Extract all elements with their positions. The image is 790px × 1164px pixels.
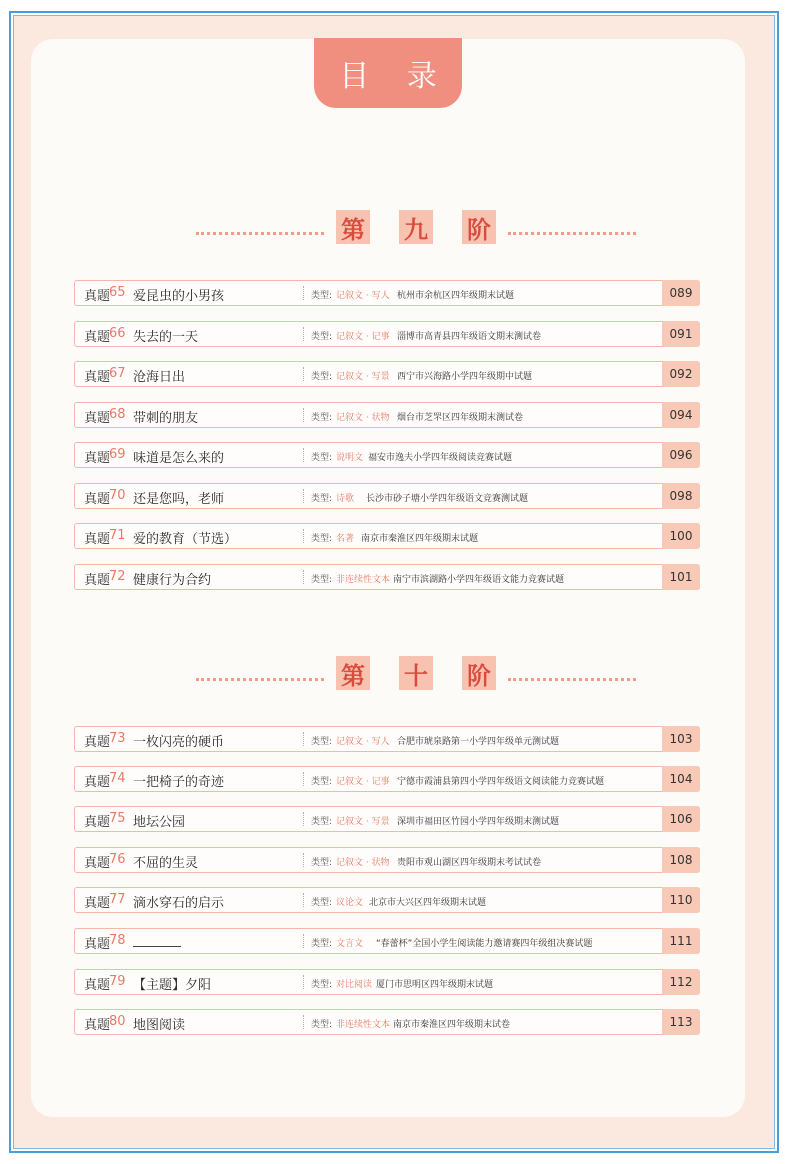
toc-entry[interactable]	[74, 483, 700, 509]
entry-separator	[303, 1015, 304, 1029]
entry-number: 79	[109, 974, 126, 989]
entry-title: 【主题】夕阳	[133, 978, 212, 993]
entry-number: 70	[109, 488, 126, 503]
toc-entry[interactable]	[74, 928, 700, 954]
entry-separator	[303, 489, 304, 503]
entry-page-number: 112	[662, 969, 700, 995]
dotted-divider	[196, 678, 324, 681]
entry-page-number: 091	[662, 321, 700, 347]
entry-title: 还是您吗，老师	[133, 492, 225, 507]
entry-type: 记叙文 · 记事	[336, 332, 390, 342]
entry-label: 真题	[84, 815, 111, 830]
toc-entry[interactable]	[74, 766, 700, 792]
entry-separator	[303, 408, 304, 422]
entry-title: 健康行为合约	[133, 573, 212, 588]
entry-title: 不屈的生灵	[133, 856, 199, 871]
entry-type: 诗歌	[336, 494, 355, 504]
entry-source: 福安市逸夫小学四年级阅读竞赛试题	[368, 453, 513, 463]
section-heading-char: 九	[399, 210, 433, 244]
entry-type-label: 类型:	[311, 453, 333, 463]
entry-label: 真题	[84, 492, 111, 507]
entry-source: 南京市秦淮区四年级期末试题	[361, 534, 479, 544]
section-heading-char: 阶	[462, 656, 496, 690]
section-heading-char: 阶	[462, 210, 496, 244]
toc-title-tab	[314, 38, 462, 108]
entry-separator	[303, 529, 304, 543]
entry-title: 爱昆虫的小男孩	[133, 289, 225, 304]
entry-type: 文言文	[336, 939, 364, 949]
entry-type-label: 类型:	[311, 494, 333, 504]
entry-title: 一枚闪亮的硬币	[133, 735, 225, 750]
section-heading-chars	[336, 210, 496, 250]
entry-number: 68	[109, 407, 126, 422]
entry-page-number: 110	[662, 887, 700, 913]
entry-page-number: 113	[662, 1009, 700, 1035]
entry-separator	[303, 327, 304, 341]
toc-entry[interactable]	[74, 442, 700, 468]
entry-type-label: 类型:	[311, 898, 333, 908]
entry-type: 记叙文 · 状物	[336, 858, 390, 868]
entry-number: 71	[109, 528, 126, 543]
entry-source: 南京市秦淮区四年级期末试卷	[393, 1020, 511, 1030]
section-heading	[196, 210, 636, 250]
entry-label: 真题	[84, 330, 111, 345]
entry-type-label: 类型:	[311, 939, 333, 949]
entry-label: 真题	[84, 856, 111, 871]
entry-type-label: 类型:	[311, 291, 333, 301]
entry-separator	[303, 772, 304, 786]
entry-label: 真题	[84, 289, 111, 304]
entry-label: 真题	[84, 411, 111, 426]
entry-number: 69	[109, 447, 126, 462]
entry-number: 74	[109, 771, 126, 786]
entry-number: 77	[109, 892, 126, 907]
entry-label: 真题	[84, 775, 111, 790]
toc-entry[interactable]	[74, 847, 700, 873]
entry-separator	[303, 570, 304, 584]
entry-number: 76	[109, 852, 126, 867]
entry-page-number: 104	[662, 766, 700, 792]
entry-separator	[303, 732, 304, 746]
entry-type: 记叙文 · 写景	[336, 817, 390, 827]
entry-type: 记叙文 · 写景	[336, 372, 390, 382]
entry-source: 厦门市思明区四年级期末试题	[376, 980, 494, 990]
entry-label: 真题	[84, 937, 111, 952]
entry-separator	[303, 853, 304, 867]
entry-type-label: 类型:	[311, 817, 333, 827]
entry-type: 对比阅读	[336, 980, 373, 990]
entry-type-label: 类型:	[311, 980, 333, 990]
entry-page-number: 098	[662, 483, 700, 509]
toc-entry[interactable]	[74, 402, 700, 428]
entry-separator	[303, 448, 304, 462]
toc-entry[interactable]	[74, 361, 700, 387]
toc-entry[interactable]	[74, 564, 700, 590]
section-heading-char: 第	[336, 656, 370, 690]
entry-label: 真题	[84, 451, 111, 466]
section-heading-chars	[336, 656, 496, 696]
entry-page-number: 089	[662, 280, 700, 306]
entry-source: 深圳市福田区竹园小学四年级期末测试题	[397, 817, 560, 827]
entry-type-label: 类型:	[311, 575, 333, 585]
entry-source: 长沙市砂子塘小学四年级语文竞赛测试题	[366, 494, 529, 504]
entry-type-label: 类型:	[311, 372, 333, 382]
entry-page-number: 100	[662, 523, 700, 549]
entry-title: 一把椅子的奇迹	[133, 775, 225, 790]
entry-number: 73	[109, 731, 126, 746]
entry-label: 真题	[84, 978, 111, 993]
entry-title: 滴水穿石的启示	[133, 896, 225, 911]
dotted-divider	[196, 232, 324, 235]
entry-type-label: 类型:	[311, 1020, 333, 1030]
toc-entry[interactable]	[74, 887, 700, 913]
entry-number: 65	[109, 285, 126, 300]
entry-title: 味道是怎么来的	[133, 451, 225, 466]
entry-page-number: 092	[662, 361, 700, 387]
entry-type: 名著	[336, 534, 355, 544]
entry-separator	[303, 286, 304, 300]
entry-page-number: 106	[662, 806, 700, 832]
entry-separator	[303, 812, 304, 826]
entry-label: 真题	[84, 1018, 111, 1033]
entry-source: “春蕾杯”全国小学生阅读能力邀请赛四年级组决赛试题	[376, 939, 593, 949]
entry-type-label: 类型:	[311, 534, 333, 544]
entry-type: 记叙文 · 状物	[336, 413, 390, 423]
entry-page-number: 103	[662, 726, 700, 752]
section-heading-char: 第	[336, 210, 370, 244]
entry-source: 南宁市滨湖路小学四年级语文能力竞赛试题	[393, 575, 565, 585]
entry-type-label: 类型:	[311, 332, 333, 342]
toc-entry[interactable]	[74, 969, 700, 995]
entry-page-number: 096	[662, 442, 700, 468]
entry-page-number: 111	[662, 928, 700, 954]
dotted-divider	[508, 232, 636, 235]
entry-number: 72	[109, 569, 126, 584]
entry-number: 75	[109, 811, 126, 826]
entry-label: 真题	[84, 532, 111, 547]
entry-type: 议论文	[336, 898, 364, 908]
entry-number: 66	[109, 326, 126, 341]
entry-number: 67	[109, 366, 126, 381]
entry-separator	[303, 934, 304, 948]
toc-entry[interactable]	[74, 321, 700, 347]
toc-entry[interactable]	[74, 1009, 700, 1035]
entry-type: 非连续性文本	[336, 575, 391, 585]
entry-page-number: 094	[662, 402, 700, 428]
entry-title: 带刺的朋友	[133, 411, 199, 426]
entry-type: 说明文	[336, 453, 364, 463]
entry-title: 地图阅读	[133, 1018, 186, 1033]
section-heading	[196, 656, 636, 696]
entry-number: 78	[109, 933, 126, 948]
entry-title: 地坛公园	[133, 815, 186, 830]
toc-title: 目 录	[339, 59, 451, 94]
entry-type-label: 类型:	[311, 777, 333, 787]
entry-type: 非连续性文本	[336, 1020, 391, 1030]
entry-title-blank	[133, 946, 181, 947]
toc-entry[interactable]	[74, 280, 700, 306]
entry-separator	[303, 893, 304, 907]
entry-source: 宁德市霞浦县第四小学四年级语文阅读能力竞赛试题	[397, 777, 605, 787]
entry-type-label: 类型:	[311, 737, 333, 747]
entry-title: 失去的一天	[133, 330, 199, 345]
entry-number: 80	[109, 1014, 126, 1029]
entry-source: 北京市大兴区四年级期末试题	[369, 898, 487, 908]
entry-type: 记叙文 · 写人	[336, 737, 390, 747]
entry-title: 爱的教育（节选）	[133, 532, 238, 547]
entry-separator	[303, 367, 304, 381]
entry-label: 真题	[84, 896, 111, 911]
entry-page-number: 108	[662, 847, 700, 873]
entry-page-number: 101	[662, 564, 700, 590]
entry-source: 淄博市高青县四年级语文期末测试卷	[397, 332, 542, 342]
toc-entry[interactable]	[74, 523, 700, 549]
section-heading-char: 十	[399, 656, 433, 690]
entry-label: 真题	[84, 573, 111, 588]
entry-source: 西宁市兴海路小学四年级期中试题	[397, 372, 533, 382]
entry-type-label: 类型:	[311, 413, 333, 423]
entry-type: 记叙文 · 写人	[336, 291, 390, 301]
entry-title: 沧海日出	[133, 370, 186, 385]
entry-separator	[303, 975, 304, 989]
dotted-divider	[508, 678, 636, 681]
entry-type-label: 类型:	[311, 858, 333, 868]
entry-label: 真题	[84, 735, 111, 750]
entry-type: 记叙文 · 记事	[336, 777, 390, 787]
entry-source: 烟台市芝罘区四年级期末测试卷	[397, 413, 524, 423]
entry-label: 真题	[84, 370, 111, 385]
toc-entry[interactable]	[74, 806, 700, 832]
entry-source: 贵阳市观山湖区四年级期末考试试卷	[397, 858, 542, 868]
entry-source: 杭州市余杭区四年级期末试题	[397, 291, 515, 301]
entry-source: 合肥市琥泉路第一小学四年级单元测试题	[397, 737, 560, 747]
toc-entry[interactable]	[74, 726, 700, 752]
